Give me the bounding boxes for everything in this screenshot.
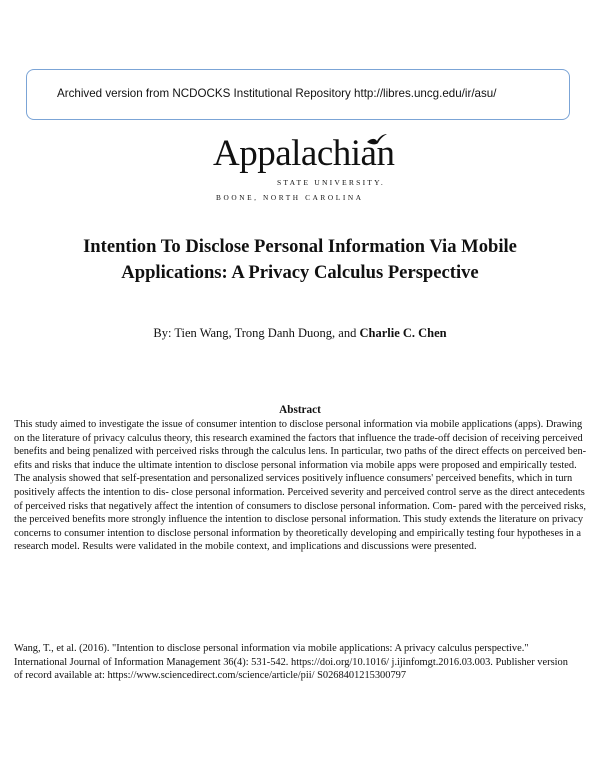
author-highlighted: Charlie C. Chen [359,326,447,340]
abstract-text: This study aimed to investigate the issue of consumer intention to disclose personal information via mobile applications (apps). Drawing on the literature of privacy calculus theory, this research examined the factors that influence the trade-off decision of receiving perceived benefits and being penalized with perceived risks through the calculus lens. In particular, two paths of the direct effects on perceived ben- efits and risks that induce the ultimate intention to disclose personal information via mobile apps were proposed and empirically tested. The analysis showed that self-presentation and personalized services positively influence consumers' perceived benefits, which in turn positively affects the intention to dis- close personal information. Perceived severity and perceived control serve as the direct antecedents of perceived risks that negatively affect the intention of consumers to disclose personal information. Com- pared with the perceived risks, the perceived benefits more strongly influence the intention to disclose personal information. This study extends the literature on privacy concerns to consumer intention to disclose personal information by theoretically developing and empirically testing four hypotheses in a research model. Results were validated in the mobile context, and implications and discussions were presented. [14,419,587,553]
logo-wordmark: Appalachian [213,133,395,174]
appalachian-logo [213,135,403,205]
archive-notice-box [26,69,570,120]
archive-notice-text: Archived version from NCDOCKS Institutional Repository http://libres.uncg.edu/ir/asu/ [57,87,497,100]
logo-location: BOONE, NORTH CAROLINA [216,193,364,202]
authors-list: By: Tien Wang, Trong Danh Duong, and [153,326,360,340]
paper-title: Intention To Disclose Personal Information Via Mobile Applications: A Privacy Calculus Perspective [83,236,517,283]
logo-university: STATE UNIVERSITY. [277,178,385,187]
citation-text: Wang, T., et al. (2016). "Intention to disclose personal information via mobile applications: A privacy calculus perspective." International Journal of Information Management 36(4): 531-542. https://doi.org/10.1016/ j.ijinfomgt.2016.03.003. Publisher version of record available at: https://www.sciencedirect.com/science/article/pii/ S0268401215300797 [14,643,568,682]
abstract-heading: Abstract [279,404,321,416]
authors-line [30,326,570,341]
bird-icon [366,133,388,147]
